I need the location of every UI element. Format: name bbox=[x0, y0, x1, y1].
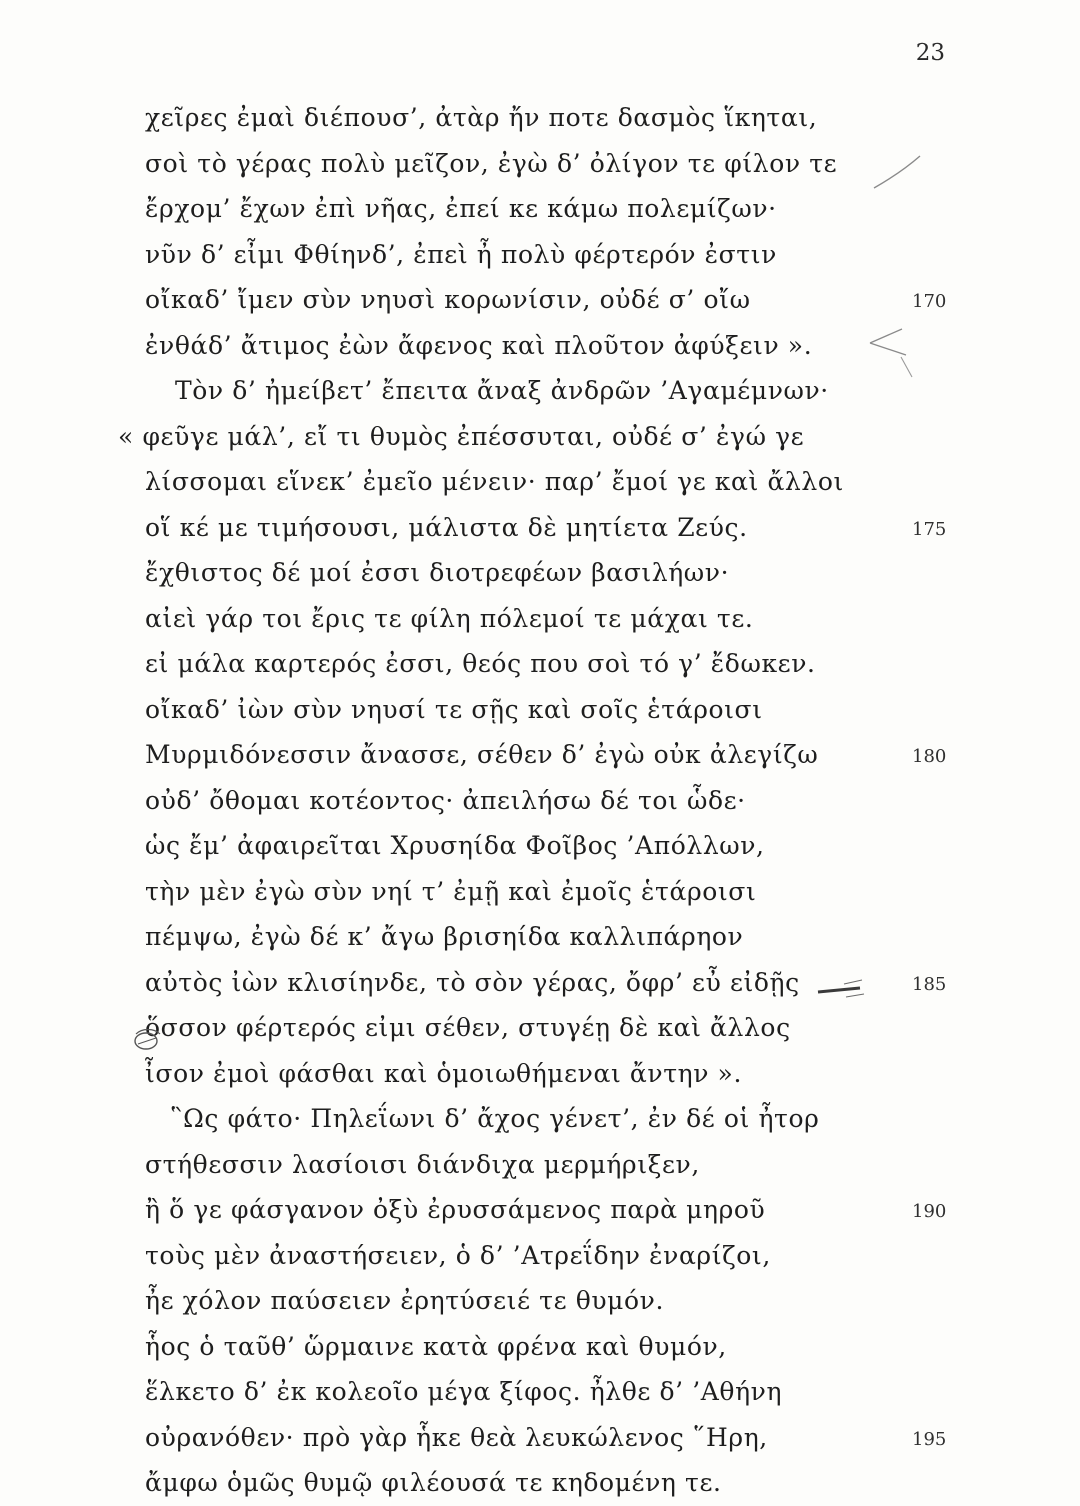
verse-line bbox=[0, 1142, 1080, 1188]
line-number: 195 bbox=[912, 1428, 947, 1450]
line-number: 185 bbox=[912, 973, 947, 995]
line-number: 170 bbox=[912, 291, 947, 312]
verse-text: « φεῦγε μάλ’, εἴ τι θυμὸς ἐπέσσυται, οὐδέ σ’ ἐγώ γε bbox=[118, 421, 805, 451]
verse-text: ἶσον ἐμοὶ φάσθαι καὶ ὁμοιωθήμεναι ἄντην ». bbox=[145, 1058, 742, 1088]
verse-line bbox=[0, 1233, 1080, 1279]
verse-text: ἄμφω ὁμῶς θυμῷ φιλέουσά τε κηδομένη τε. bbox=[145, 1468, 722, 1497]
verse-line bbox=[0, 1460, 1080, 1506]
verse-text: εἰ μάλα καρτερός ἐσσι, θεός που σοὶ τό γ’ ἔδωκεν. bbox=[145, 649, 816, 678]
verse-text: ῝Ως φάτο· Πηλεΐωνι δ’ ἄχος γένετ’, ἐν δέ οἱ ἦτορ bbox=[170, 1104, 820, 1133]
verse-line bbox=[0, 323, 1080, 369]
verse-text: αἰεὶ γάρ τοι ἔρις τε φίλη πόλεμοί τε μάχαι τε. bbox=[145, 603, 754, 633]
verse-line bbox=[0, 277, 1080, 323]
verse-line bbox=[0, 414, 1080, 460]
verse-line bbox=[0, 1051, 1080, 1097]
verse-line bbox=[0, 1369, 1080, 1415]
verse-line bbox=[0, 1096, 1080, 1142]
verse-text: ἢ ὅ γε φάσγανον ὀξὺ ἐρυσσάμενος παρὰ μηροῦ bbox=[145, 1195, 766, 1224]
verse-text: ἦε χόλον παύσειεν ἐρητύσειέ τε θυμόν. bbox=[145, 1286, 665, 1315]
verse-text: νῦν δ’ εἶμι Φθίηνδ’, ἐπεὶ ἦ πολὺ φέρτερόν ἐστιν bbox=[145, 239, 777, 269]
verse-line bbox=[0, 141, 1080, 187]
verse-line bbox=[0, 550, 1080, 596]
line-number: 180 bbox=[912, 746, 947, 767]
verse-block bbox=[0, 95, 1080, 1506]
verse-line bbox=[0, 505, 1080, 551]
verse-line bbox=[0, 368, 1080, 414]
verse-line bbox=[0, 95, 1080, 141]
verse-text: αὐτὸς ἰὼν κλισίηνδε, τὸ σὸν γέρας, ὄφρ’ εὖ εἰδῇς bbox=[145, 967, 800, 997]
verse-text: τοὺς μὲν ἀναστήσειεν, ὁ δ’ ’Ατρεΐδην ἐναρίζοι, bbox=[145, 1240, 771, 1270]
verse-text: ἔχθιστος δέ μοί ἐσσι διοτρεφέων βασιλήων· bbox=[145, 558, 730, 587]
verse-line bbox=[0, 459, 1080, 505]
verse-text: οἴκαδ’ ἰὼν σὺν νηυσί τε σῇς καὶ σοῖς ἑτάροισι bbox=[145, 694, 763, 724]
verse-text: χεῖρες ἐμαὶ διέπουσ’, ἀτὰρ ἤν ποτε δασμὸς ἵκηται, bbox=[145, 103, 818, 132]
verse-line bbox=[0, 1324, 1080, 1370]
verse-text: οὐρανόθεν· πρὸ γὰρ ἧκε θεὰ λευκώλενος ῞Ηρη, bbox=[145, 1422, 768, 1452]
page-number: 23 bbox=[915, 40, 945, 66]
line-number: 190 bbox=[912, 1201, 947, 1222]
verse-text: Μυρμιδόνεσσιν ἄνασσε, σέθεν δ’ ἐγὼ οὐκ ἀλεγίζω bbox=[145, 740, 819, 769]
verse-line bbox=[0, 1187, 1080, 1233]
verse-line bbox=[0, 823, 1080, 869]
verse-line bbox=[0, 232, 1080, 278]
verse-text: οἴκαδ’ ἴμεν σὺν νηυσὶ κορωνίσιν, οὐδέ σ’ οἴω bbox=[145, 285, 751, 314]
verse-line bbox=[0, 687, 1080, 733]
verse-line bbox=[0, 1415, 1080, 1461]
verse-text: σοὶ τὸ γέρας πολὺ μεῖζον, ἐγὼ δ’ ὀλίγον τε φίλον τε bbox=[145, 148, 838, 178]
verse-text: λίσσομαι εἵνεκ’ ἐμεῖο μένειν· παρ’ ἔμοί γε καὶ ἄλλοι bbox=[145, 467, 844, 496]
verse-line bbox=[0, 1278, 1080, 1324]
line-number: 175 bbox=[912, 518, 947, 540]
verse-text: οὐδ’ ὄθομαι κοτέοντος· ἀπειλήσω δέ τοι ὧδε· bbox=[145, 785, 746, 815]
verse-text: ἔρχομ’ ἔχων ἐπὶ νῆας, ἐπεί κε κάμω πολεμίζων· bbox=[145, 194, 777, 223]
verse-text: οἵ κέ με τιμήσουσι, μάλιστα δὲ μητίετα Ζεύς. bbox=[145, 512, 748, 542]
verse-line bbox=[0, 732, 1080, 778]
verse-text: στήθεσσιν λασίοισι διάνδιχα μερμήριξεν, bbox=[145, 1149, 700, 1179]
verse-line bbox=[0, 641, 1080, 687]
verse-text: ὅσσον φέρτερός εἰμι σέθεν, στυγέῃ δὲ καὶ ἄλλος bbox=[145, 1013, 791, 1042]
verse-line bbox=[0, 914, 1080, 960]
verse-text: ἕλκετο δ’ ἐκ κολεοῖο μέγα ξίφος. ἦλθε δ’ ’Αθήνη bbox=[145, 1377, 783, 1406]
verse-line bbox=[0, 960, 1080, 1006]
verse-line bbox=[0, 869, 1080, 915]
verse-text: πέμψω, ἐγὼ δέ κ’ ἄγω βρισηίδα καλλιπάρηον bbox=[145, 922, 744, 951]
verse-text: ὡς ἔμ’ ἀφαιρεῖται Χρυσηίδα Φοῖβος ’Απόλλων, bbox=[145, 831, 765, 860]
verse-line bbox=[0, 596, 1080, 642]
verse-line bbox=[0, 778, 1080, 824]
verse-line bbox=[0, 1005, 1080, 1051]
verse-text: ἧος ὁ ταῦθ’ ὥρμαινε κατὰ φρένα καὶ θυμόν, bbox=[145, 1331, 727, 1361]
verse-text: τὴν μὲν ἐγὼ σὺν νηί τ’ ἐμῇ καὶ ἐμοῖς ἑτάροισι bbox=[145, 876, 757, 906]
verse-line bbox=[0, 186, 1080, 232]
verse-text: Τὸν δ’ ἠμείβετ’ ἔπειτα ἄναξ ἀνδρῶν ’Αγαμέμνων· bbox=[175, 376, 829, 405]
verse-text: ἐνθάδ’ ἄτιμος ἐὼν ἄφενος καὶ πλοῦτον ἀφύξειν ». bbox=[145, 330, 813, 360]
